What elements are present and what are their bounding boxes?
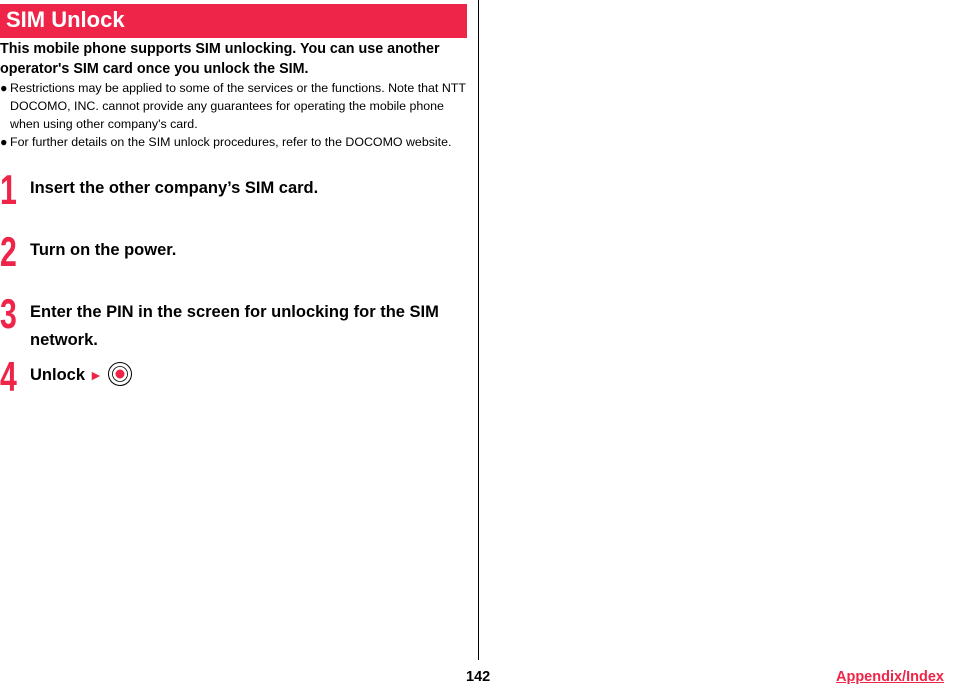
notes-list — [0, 79, 466, 151]
step-number: 3 — [0, 290, 17, 337]
arrow-right-icon: ► — [89, 367, 103, 383]
bullet-icon: ● — [0, 135, 8, 149]
unlock-label: Unlock — [30, 366, 86, 384]
column-divider — [478, 0, 479, 660]
note-text: Restrictions may be applied to some of the services or the functions. Note that NTT DOCOMO, INC. cannot provide any guarantees for operating the mobile phone when using other company's card. — [10, 81, 466, 131]
step-number: 4 — [0, 353, 17, 400]
page-number: 142 — [466, 669, 491, 685]
note-item — [0, 133, 466, 151]
step-text: Turn on the power. — [30, 241, 177, 259]
section-title-bar — [0, 4, 467, 38]
step-text: Insert the other company’s SIM card. — [30, 179, 319, 197]
section-label-link[interactable]: Appendix/Index — [836, 669, 944, 685]
center-key-icon — [107, 361, 133, 387]
note-text: For further details on the SIM unlock procedures, refer to the DOCOMO website. — [10, 135, 452, 149]
section-title: SIM Unlock — [6, 7, 125, 32]
intro-text: This mobile phone supports SIM unlocking. You can use another operator's SIM card once you unlock the SIM. — [0, 41, 440, 77]
note-item — [0, 79, 466, 133]
step-number: 2 — [0, 228, 17, 275]
step-text: Enter the PIN in the screen for unlocking for the SIM network. — [30, 303, 439, 349]
step-text — [30, 361, 466, 389]
step-number: 1 — [0, 166, 17, 213]
bullet-icon: ● — [0, 81, 8, 95]
